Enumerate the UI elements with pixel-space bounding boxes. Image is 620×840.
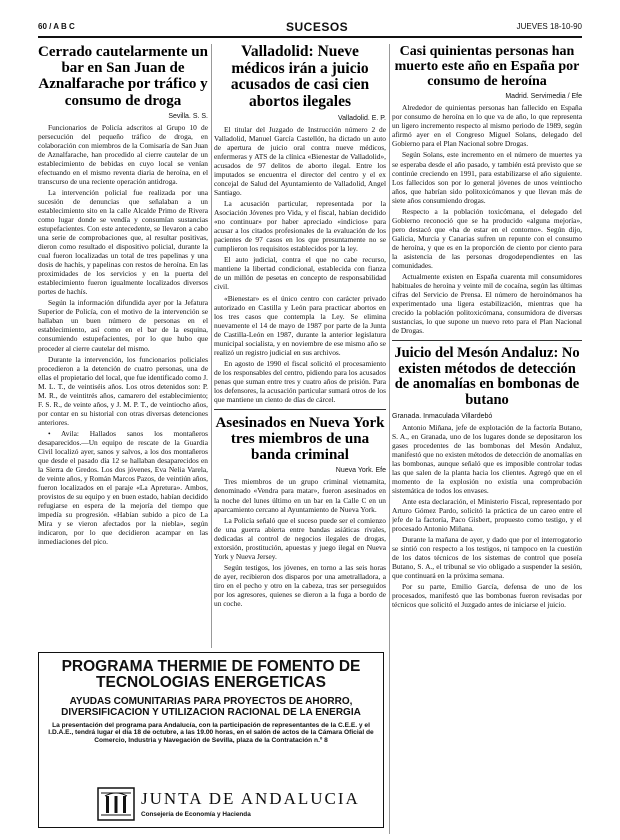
paragraph: Actualmente existen en España cuarenta mil consumidores habituales de heroína y veinte mil de cocaína, según las últimas cifras del Servicio de Prensa. El número de heroinómanos ha experimentado una ligera estabilización, mientras que ha crecido la población politoxicómana, consumidora de diversas sustancias, lo que supone un nuevo reto para el Plan Nacional de Drogas. [392, 271, 582, 336]
byline: Granada. Inmaculada Villardebó [392, 412, 493, 420]
byline: Madrid. Servimedia / Efe [505, 93, 582, 101]
junta-emblem-icon [97, 787, 135, 821]
headline: Juicio del Mesón Andaluz: No existen métodos de detección de anomalías en bombonas de butano [394, 345, 580, 409]
article-valladolid [214, 44, 386, 648]
page-label: 60 / A B C [38, 22, 75, 31]
ad-body: La presentación del programa para Andalucía, con la participación de representantes de la C.E.E. y el I.D.A.E., tendrá lugar el día 18 de octubre, a las 19.00 horas, en el salón de actos de la Cámara Oficial de Comercio, Industria y Navegación de Sevilla, plaza de la Contratación n.º 8 [48, 721, 374, 745]
headline: Asesinados en Nueva York tres miembros de una banda criminal [215, 414, 385, 464]
paragraph: Según Solans, este incremento en el número de muertes ya se esperaba desde el año pasado, y también está previsto que se continúe creciendo en 1991, para estabilizarse el año siguiente. Los fallecidos son por lo general jóvenes de unos veintiocho años, que habrían sido politoxicómanos y que llevan más de siete años consumiendo drogas. [392, 150, 582, 205]
issue-date: JUEVES 18-10-90 [516, 22, 582, 31]
page-header [38, 20, 582, 38]
paragraph: Durante la intervención, los funcionarios policiales procedieron a la detención de cuatro personas, una de ellas el propietario del local, que fue identificado como J. M. L. T., de veintiséis años. Los otros detenidos son: P. M. R., de veintitrés años, camarero del establecimiento; F. S. R., de veinte años, y J. M. P. T., de veintiocho años, por contar en su historial con otras diversas detenciones anteriores. [38, 354, 208, 427]
paragraph: Según la información difundida ayer por la Jefatura Superior de Policía, con el motivo de la intervención se hallaban un buen número de personas en el establecimiento, así como en el bar de la esquina, consumiendo estupefacientes, por lo que hubo que proceder al cierre cautelar del mismo. [38, 298, 208, 353]
paragraph: Tres miembros de un grupo criminal vietnamita, denominado «Vendra para matar», fueron asesinados en la noche del lunes último en un bar en la Calle C en un aparcamiento cercano al Ayuntamiento de Nueva York. [214, 477, 386, 514]
paragraph: Alrededor de quinientas personas han fallecido en España por consumo de heroína en lo que va de año, lo que representa un ligero incremento respecto al mismo periodo de 1989, según afirmó ayer en el Congreso Miguel Solans, delegado del Gobierno para el Plan Nacional sobre Drogas. [392, 103, 582, 149]
article-bar-closure [38, 44, 208, 648]
junta-logotype: JUNTA DE ANDALUCIA [141, 789, 360, 808]
paragraph: El auto judicial, contra el que no cabe recurso, mantiene la libertad condicional, establecida con fianza de un millón de pesetas en concepto de responsabilidad civil. [214, 255, 386, 292]
ad-title: PROGRAMA THERMIE DE FOMENTO DE TECNOLOGIAS ENERGETICAS [61, 658, 361, 692]
divider [392, 340, 582, 341]
paragraph: Por su parte, Emilio García, defensa de uno de los procesados, manifestó que las bombonas fueron revisadas por técnicos que solicitó el Juzgado antes de iniciarse el juicio. [392, 582, 582, 610]
paragraph: Según testigos, los jóvenes, en torno a las seis horas de ayer, recibieron dos disparos por una ametralladora, a tiro en el pecho y otro en la cabeza, tras ser perseguidos por los agresores, quienes se dieron a la fuga a bordo de un coche. [214, 562, 386, 608]
paragraph: Antonio Miñana, jefe de explotación de la factoría Butano, S. A., en Granada, uno de los lugares donde se depositaron los gases procedentes de las bombonas del Mesón Andaluz, manifestó que no existen métodos de detección de anomalías en las bombonas, aunque señaló que es imposible controlar todas las que salen de la planta hacia los clientes. Agregó que en el momento de la explosión no existía una comprobación sistemática de todos los envases. [392, 422, 582, 495]
ad-subtitle: AYUDAS COMUNITARIAS PARA PROYECTOS DE AHORRO, DIVERSIFICACION Y UTILIZACION RACIONAL DE LA ENERGIA [61, 695, 361, 718]
paragraph: El titular del Juzgado de Instrucción número 2 de Valladolid, Manuel García Castellón, ha dictado un auto de apertura de juicio oral contra nueve médicos, enfermeras y ATS de la clínica «Bienestar de Valladolid», acusados de 97 delitos de aborto ilegal. Entre los imputados se encuentra el director del centro y el ex concejal de Salud del Ayuntamiento de Valladolid, Angel Santiago. [214, 124, 386, 198]
paragraph: La Policía señaló que el suceso puede ser el comienzo de una guerra abierta entre bandas asiáticas rivales, dedicadas al control de negocios ilegales de drogas, extorsión, prostitución, apuestas y juego ilegal en Nueva York y Nueva Jersey. [214, 515, 386, 561]
byline: Sevilla. S. S. [168, 112, 208, 120]
section-title: SUCESOS [286, 20, 349, 34]
column-rule [211, 44, 212, 648]
divider [214, 409, 386, 410]
paragraph: La intervención policial fue realizada por una sucesión de denuncias que señalaban a un establecimiento sito en la calle Alcalde Primo de Rivera como lugar donde se vendía y consumían sustancias estupefacientes. Con este antecedente, se llevaron a cabo una serie de comprobaciones que, al resultar positivas, dieron como resultado el dispositivo policial, durante la cual fueron localizadas un total de tres papelinas y una dosis de hachís, y papelinas con restos de heroína. En las proximidades de los servicios y en la puerta del establecimiento fueron igualmente localizados diversos portes de hachís. [38, 187, 208, 297]
thermie-advertisement [38, 652, 384, 828]
article-heroin-deaths [392, 44, 582, 834]
paragraph: Funcionarios de Policía adscritos al Grupo 10 de persecución del pequeño tráfico de droga, en colaboración con miembros de la Comisaría de San Juan de Aznalfarache, han procedido al cierre cautelar de un establecimiento de bebidas en cuyo local se venían efectuando en el mismo reventa diaria de heroína, en el transcurso de una reciente operación antidroga. [38, 122, 208, 186]
paragraph: Respecto a la población toxicómana, el delegado del Gobierno reconoció que se ha producido «alguna mejoría», pero destacó que «ha de estar en el contorno». Según dijo, Galicia, Murcia y Canarias sufren un repunte con el consumo de heroína, y que es en la proporción de ciento por ciento para la asistencia de las personas drogodependientes en las comunidades. [392, 206, 582, 270]
paragraph: La acusación particular, representada por la Asociación Jóvenes pro Vida, y el fiscal, habían decidido «no continuar» por haber apreciado «indicios» para acusar a los citados profesionales de la evaluación de los pacientes de 97 casos en los que presuntamente no se cumplieron los requisitos establecidos por la ley. [214, 199, 386, 254]
paragraph: Ante esta declaración, el Ministerio Fiscal, representado por Arturo Gómez Pardo, solicitó la práctica de un careo entre el jefe de la factoría, Paco Gisbert, propuesto como testigo, y el procesado Antonio Miñana. [392, 496, 582, 534]
headline: Cerrado cautelarmente un bar en San Juan de Aznalfarache por tráfico y consumo de droga [38, 44, 208, 109]
paragraph: Durante la mañana de ayer, y dado que por el interrogatorio se sintió con respecto a los testigos, ni tampoco en la cuestión de los datos técnicos de los sistemas de control que poseía Butano, S. A., el tribunal se vio obligado a suspender la sesión, que continuará en la próxima semana. [392, 535, 582, 581]
paragraph: En agosto de 1990 el fiscal solicitó el procesamiento de los responsables del centro, pidiendo para los acusados penas que suman entre tres y cuatro años de prisión. Para los defensores, la acusación particular sumará otros de los que mantiene un ciento de días de cárcel. [214, 358, 386, 404]
column-rule [389, 44, 390, 834]
paragraph: • Avila: Hallados sanos los montañeros desaparecidos.—Un equipo de rescate de la Guardia Civil localizó ayer, sanos y salvos, a los dos montañeros que desde el pasado día 12 se hallaban desaparecidos en la Sierra de Gredos. Los dos jóvenes, Eva Nelia Varela, de veinte años, y Román Marcos Pazos, de veintiún años, fueron localizados en el paraje «La Apretura». Ambos, provistos de su equipo y en buen estado, habían decidido refugiarse en espera de la mejoría del tiempo que impedía su progresión. «Habían subido a pico de La Mira y se vieron afectados por la niebla», según indicaron, por lo que decidieron acampar en las inmediaciones del pico. [38, 428, 208, 547]
byline: Valladolid. E. P. [338, 114, 386, 122]
junta-logo [97, 787, 360, 823]
headline: Valladolid: Nueve médicos irán a juicio acusados de casi cien abortos ilegales [230, 44, 370, 111]
paragraph: «Bienestar» es el único centro con carácter privado autorizado en Castilla y León para practicar abortos en los tres casos que contempla la Ley. Se elimina nuevamente el 14 de mayo de 1987 por parte de la Junta de Castilla-León en 1987, durante la anterior legislatura municipal socialista, y en noviembre de ese mismo año se realizó un registro judicial en sus archivos. [214, 293, 386, 357]
junta-department: Consejería de Economía y Hacienda [141, 811, 251, 818]
byline: Nueva York. Efe [335, 467, 386, 475]
headline: Casi quinientas personas han muerto este año en España por consumo de heroína [394, 44, 580, 90]
